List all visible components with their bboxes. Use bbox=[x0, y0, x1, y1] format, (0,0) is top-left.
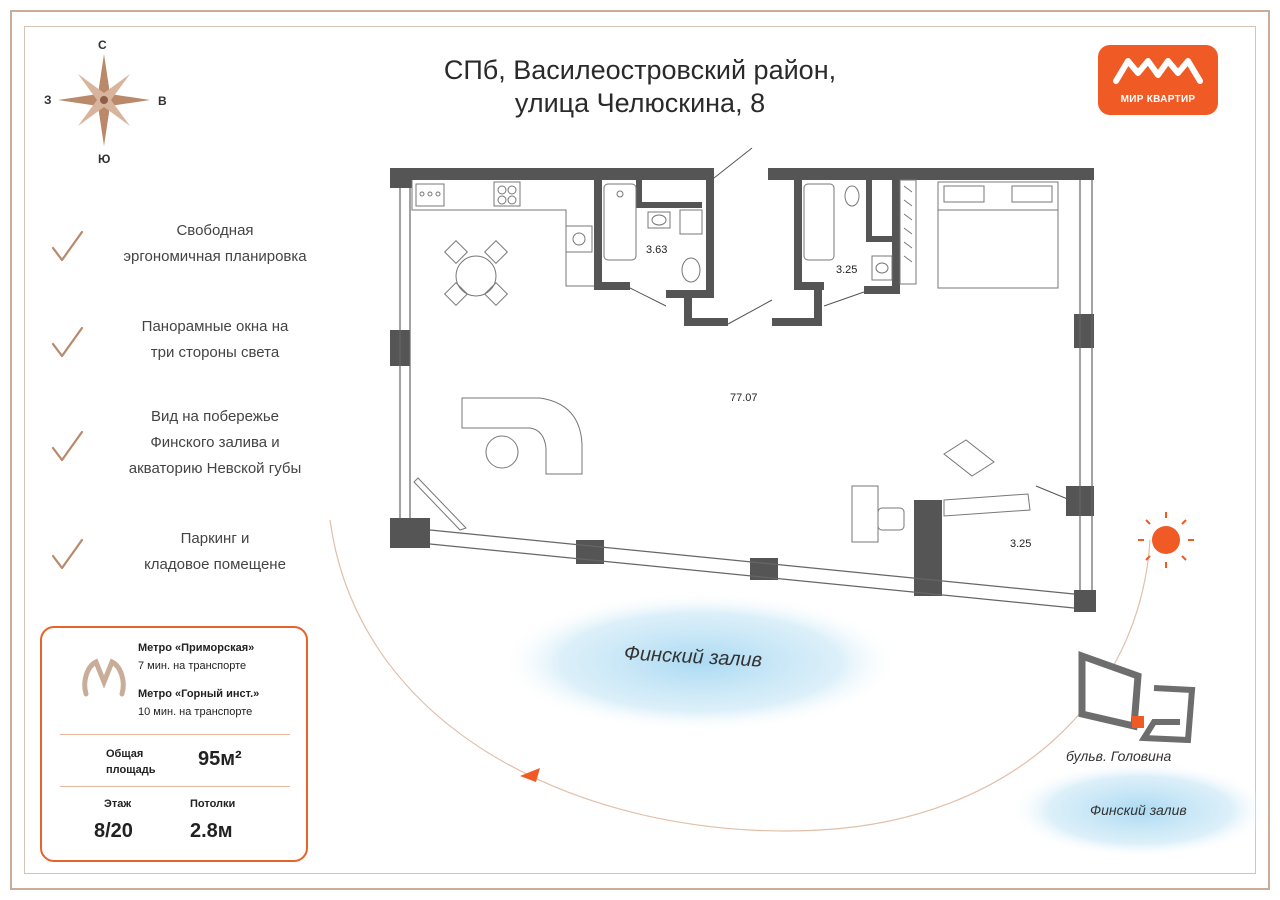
feature-line: три стороны света bbox=[150, 344, 280, 361]
sun-icon bbox=[1138, 512, 1194, 568]
area-label-line: Общая bbox=[106, 748, 144, 760]
street-label: бульв. Головина bbox=[1066, 748, 1172, 764]
kitchen-counter bbox=[412, 180, 594, 286]
walls bbox=[390, 168, 1096, 612]
arc-arrow-icon bbox=[520, 768, 540, 782]
main-area: 77.07 bbox=[730, 392, 758, 404]
feature-line: Свободная bbox=[176, 222, 254, 239]
metro1-time: 7 мин. на транспорте bbox=[138, 660, 247, 672]
floor-value: 8/20 bbox=[94, 820, 133, 842]
bathroom1-area: 3.63 bbox=[646, 244, 668, 256]
ceiling-label: Потолки bbox=[190, 798, 236, 810]
feature-line: Вид на побережье bbox=[150, 408, 280, 425]
floor-label: Этаж bbox=[104, 798, 132, 810]
area-value: 95м² bbox=[198, 748, 242, 770]
compass-north-label: С bbox=[98, 38, 107, 52]
bay-label-small: Финский залив bbox=[1090, 802, 1187, 818]
metro1-name: Метро «Приморская» bbox=[138, 642, 255, 654]
metro2-name: Метро «Горный инст.» bbox=[138, 688, 260, 700]
bay-label-large: Финский залив bbox=[623, 642, 763, 672]
moon-icon bbox=[318, 488, 340, 532]
address-line-1: СПб, Василеостровский район, bbox=[443, 55, 837, 85]
area-label-line: площадь bbox=[106, 764, 156, 776]
sofa bbox=[462, 398, 994, 476]
feature-line: акваторию Невской губы bbox=[128, 460, 302, 477]
feature-line: эргономичная планировка bbox=[123, 248, 307, 265]
logo-text: МИР КВАРТИР bbox=[1120, 94, 1196, 105]
feature-line: Финского залива и bbox=[150, 434, 280, 451]
bedroom-furniture bbox=[900, 180, 1058, 288]
dining-table bbox=[445, 241, 508, 306]
metro2-time: 10 мин. на транспорте bbox=[138, 706, 253, 718]
compass-east-label: В bbox=[158, 94, 167, 108]
balcony-area: 3.25 bbox=[1010, 538, 1032, 550]
location-marker-icon bbox=[1132, 716, 1144, 728]
feature-line: Панорамные окна на bbox=[141, 318, 289, 335]
location-mini-map bbox=[1082, 656, 1192, 740]
address-line-2: улица Челюскина, 8 bbox=[514, 88, 766, 118]
compass-west-label: З bbox=[44, 93, 52, 107]
bathroom2-area: 3.25 bbox=[836, 264, 858, 276]
ceiling-value: 2.8м bbox=[190, 820, 233, 842]
feature-line: кладовое помещене bbox=[144, 556, 286, 573]
compass-south-label: Ю bbox=[98, 152, 111, 166]
interior-walls bbox=[594, 180, 900, 326]
feature-line: Паркинг и bbox=[180, 530, 250, 547]
